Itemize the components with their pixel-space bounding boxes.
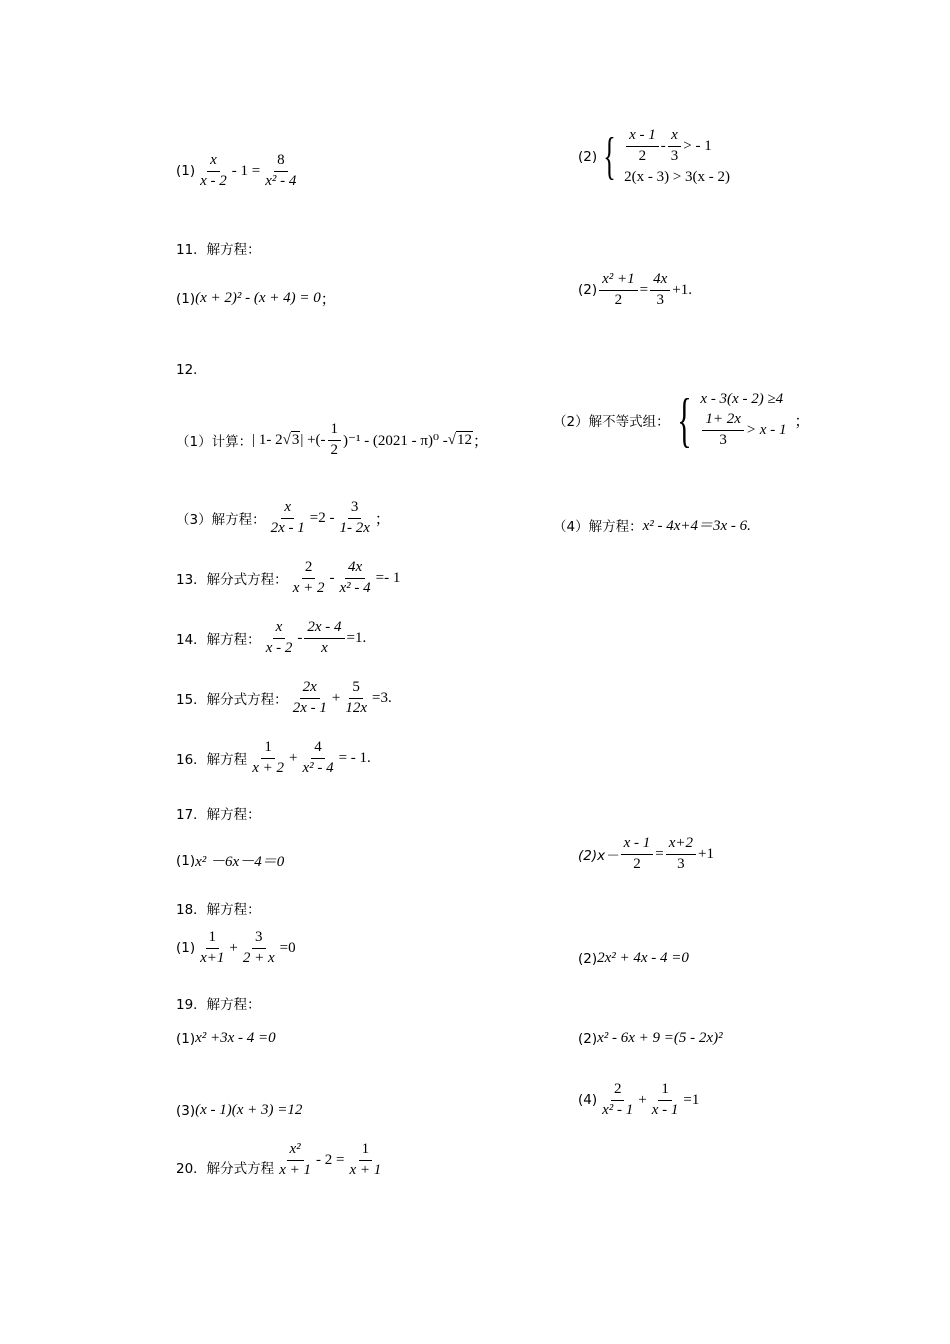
problem-16: 16．解方程 $\frac{1}{x + 2}$ + $\frac{4}{\text{x² - 4}}$ = - 1. xyxy=(176,739,371,776)
problem-15: 15．解分式方程： $\frac{2x}{2x - 1}$ + $\frac{5}{12x}$ =3. xyxy=(176,679,392,716)
problem-17-title: 17．解方程： xyxy=(176,807,261,823)
problem-12-part-3: （3）解方程： $\frac{x}{2x - 1}$ =2 - $\frac{3}{1- 2x}$ ； xyxy=(176,499,390,536)
sqrt-icon: √ xyxy=(447,431,456,448)
problem-12-part-2: （2）解不等式组： { x - 3(x - 2) ≥4 $\frac{1+ 2x}{3}$ > x - 1 ； xyxy=(553,387,810,453)
brace-icon: { xyxy=(676,387,692,453)
problem-19-title: 19．解方程： xyxy=(176,997,261,1013)
problem-17-part-2: (2)x－ $\frac{x - 1}{2}$ = $\frac{x+2}{3}$ +1 xyxy=(578,835,714,872)
problem-19-part-4: (4) $\frac{2}{\text{x² - 1}}$ + $\frac{1}{x - 1}$ =1 xyxy=(578,1081,700,1118)
problem-11-part-2: (2) $\frac{\text{x² +1}}{2}$ = $\frac{4x}{3}$ +1 . xyxy=(578,271,693,308)
problem-14: 14．解方程： $\frac{x}{x - 2}$ - $\frac{2x - 4}{x}$ =1. xyxy=(176,619,367,656)
fraction: $\frac{x}{x - 2}$ xyxy=(200,152,227,189)
problem-10-part-1: (1) $\frac{x}{x - 2}$ - 1 = $\frac{8}{\text{x² - 4}}$ xyxy=(176,153,301,190)
problem-11-title: 11．解方程： xyxy=(176,242,261,258)
problem-13: 13．解分式方程： $\frac{2}{x + 2}$ - $\frac{4x}{\text{x² - 4}}$ =- 1 xyxy=(176,559,401,596)
problem-12-part-4: （4）解方程： x² - 4x+4＝3x - 6. xyxy=(553,518,751,535)
brace-icon: { xyxy=(603,127,616,185)
problem-17-part-1: (1) x² －6x－4＝0 xyxy=(176,852,285,870)
part-label: (1) xyxy=(176,163,196,180)
problem-11-part-1: (1) (x + 2)² - (x + 4) = 0 ； xyxy=(176,290,336,308)
inequality-system: $\frac{x - 1}{2}$ - $\frac{x}{3}$ > - 1 2(x - 3) > 3(x - 2) xyxy=(624,127,731,185)
problem-12-title: 12． xyxy=(176,362,207,378)
inequality-system: x - 3(x - 2) ≥4 $\frac{1+ 2x}{3}$ > x - 1 xyxy=(700,391,787,448)
part-label: (2) xyxy=(578,148,598,165)
sqrt-icon: √ xyxy=(282,431,291,448)
fraction: $\frac{8}{\text{x² - 4}}$ xyxy=(265,152,297,189)
problem-20: 20．解分式方程 $\frac{\text{x²}}{x + 1}$ - 2 = $\frac{1}{x + 1}$ xyxy=(176,1141,382,1178)
problem-19-part-1: (1) x² +3x - 4 =0 xyxy=(176,1030,276,1047)
problem-18-part-2: (2) 2x² + 4x - 4 =0 xyxy=(578,950,689,967)
problem-12-part-1: （1）计算： | 1- 2 √ 3 | +(- $\frac{1}{2}$ )⁻¹ - (2021 - π)⁰ - √ 12 ； xyxy=(176,421,489,458)
problem-18-title: 18．解方程： xyxy=(176,902,261,918)
problem-10-part-2 xyxy=(578,128,730,186)
problem-19-part-2: (2) x² - 6x + 9 =(5 - 2x)² xyxy=(578,1030,723,1047)
problem-19-part-3: (3) (x - 1)(x + 3) =12 xyxy=(176,1102,303,1119)
problem-18-part-1: (1) $\frac{1}{x+1}$ + $\frac{3}{2 + x}$ =0 xyxy=(176,929,296,966)
